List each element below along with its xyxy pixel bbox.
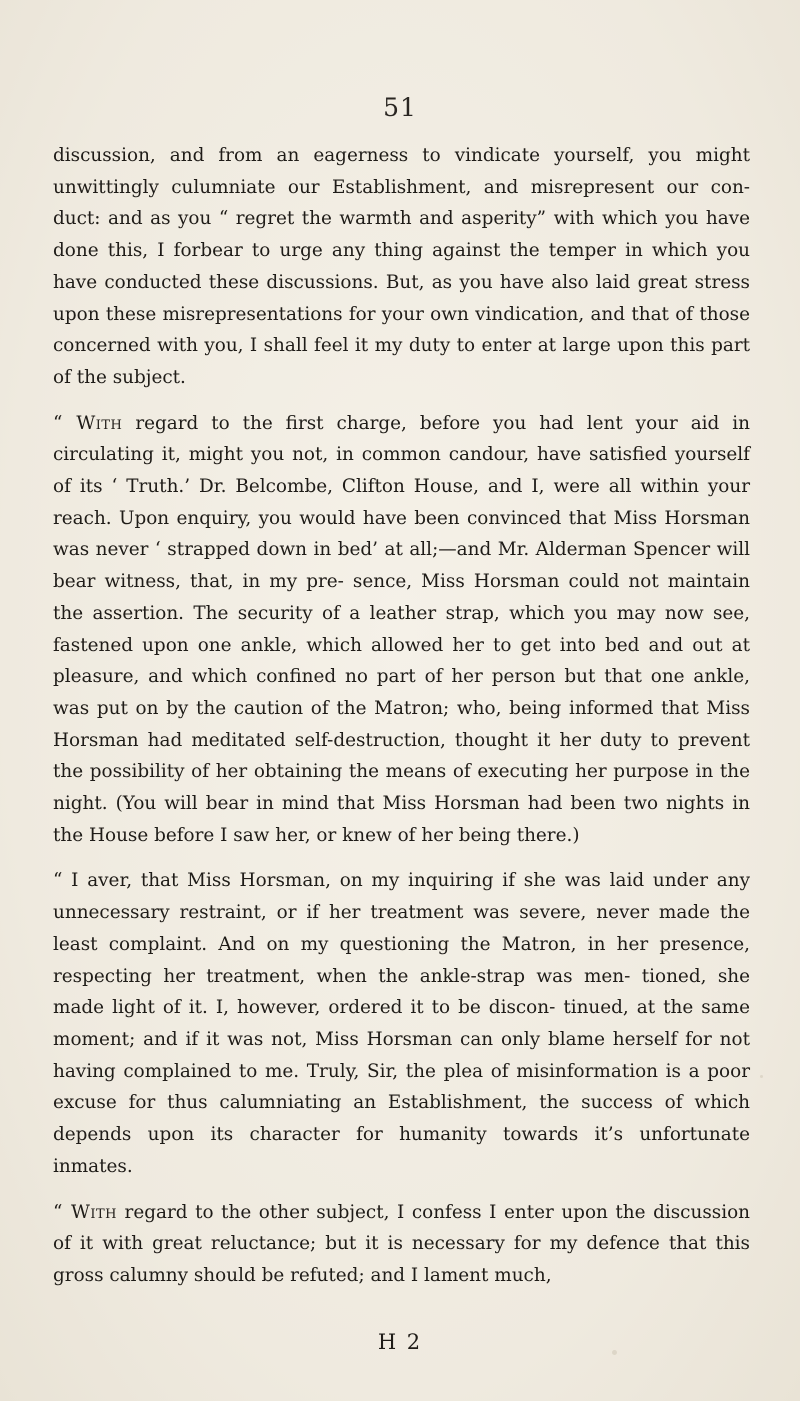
paragraph-text: regard to the other subject, I confess I enter upon the discussion of it with great reluctance; but it is necessary for my defence that this gross calumny should be refuted; and I lament much, [53,1201,750,1286]
paragraph-text: “ I aver, that Miss Horsman, on my inquiring if she was laid under any unnecessary restraint, or if her treatment was severe, never made the least complaint. And on my questioning the Matron, in her presence, respecting her treatment, when the ankle-strap was men- tioned, she made light of it. I, however, ordered it to be discon- tinued, at the same moment; and if it was not, Miss Horsman can only blame herself for not having complained to me. Truly, Sir, the plea of misinformation is a poor excuse for thus calumniating an Establishment, the success of which depends upon its character for humanity towards it’s unfortunate inmates. [53,870,750,1177]
paragraph-lead: “ With [53,1201,117,1223]
paper-spot [760,1075,763,1078]
paragraph [53,408,750,852]
paragraph-lead: “ With [53,412,123,434]
body-text [53,140,750,1292]
paragraph [53,865,750,1182]
paragraph [53,1197,750,1292]
page-number: 51 [383,93,417,122]
signature-mark: H 2 [377,1330,423,1354]
paragraph-text: discussion, and from an eagerness to vindicate yourself, you might unwittingly culumniate our Establishment, and misrepresent our con- duct: and as you “ regret the warmth and asperity” with which you have done this, I forbear to urge any thing against the temper in which you have conducted these discussions. But, as you have also laid great stress upon these misrepresentations for your own vindication, and that of those concerned with you, I shall feel it my duty to enter at large upon this part of the subject. [53,145,750,388]
paragraph-text: regard to the first charge, before you had lent your aid in circulating it, might you not, in common candour, have satisfied yourself of its ‘ Truth.’ Dr. Belcombe, Clifton House, and I, were all within your reach. Upon enquiry, you would have been convinced that Miss Horsman was never ‘ strapped down in bed’ at all;—and Mr. Alderman Spencer will bear witness, that, in my pre- sence, Miss Horsman could not maintain the assertion. The security of a leather strap, which you may now see, fastened upon one ankle, which allowed her to get into bed and out at pleasure, and which confined no part of her person but that one ankle, was put on by the caution of the Matron; who, being informed that Miss Horsman had meditated self-destruction, thought it her duty to prevent the possibility of her obtaining the means of executing her purpose in the night. (You will bear in mind that Miss Horsman had been two nights in the House before I saw her, or knew of her being there.) [53,412,750,846]
paragraph [53,140,750,394]
